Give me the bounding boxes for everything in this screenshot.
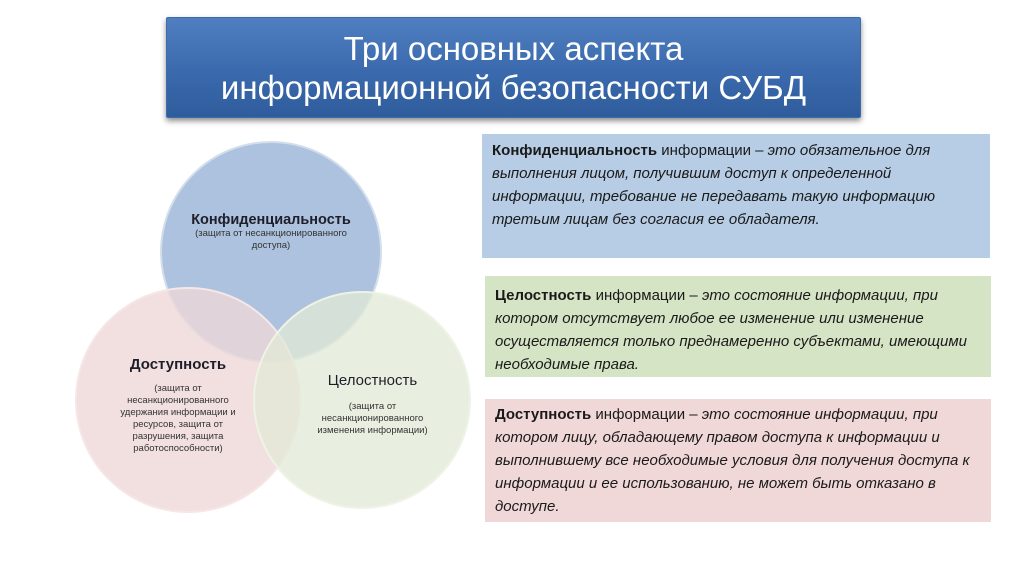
definition-integrity-term: Целостность bbox=[495, 287, 592, 304]
confidentiality-note-2: доступа) bbox=[251, 240, 291, 251]
definition-integrity bbox=[485, 276, 991, 377]
availability-note-2: несанкционированного bbox=[127, 395, 229, 406]
availability-note-5: разрушения, защита bbox=[132, 431, 224, 442]
definition-confidentiality bbox=[482, 134, 990, 258]
title-line-2: информационной безопасности СУБД bbox=[220, 68, 807, 106]
definition-confidentiality-text: это обязательное для выполнения лицом, получившим доступ к определенной информации, требование не передавать такую информацию третьим лицам без согласия ее обладателя. bbox=[492, 142, 936, 228]
availability-name: Доступность bbox=[129, 356, 227, 373]
definition-availability-text: это состояние информации, при котором лицу, обладающему правом доступа к информации и выполнившему все необходимые условия для получения доступа к информации и ее использованию, не может быть отказано в доступе. bbox=[495, 406, 970, 515]
availability-label bbox=[98, 356, 258, 455]
availability-note-6: работоспособности) bbox=[133, 443, 223, 454]
integrity-note-1: (защита от bbox=[348, 401, 397, 412]
definition-integrity-plain: информации – bbox=[591, 287, 702, 304]
confidentiality-name: Конфиденциальность bbox=[191, 212, 351, 228]
definition-availability-plain: информации – bbox=[591, 406, 702, 423]
definition-availability-term: Доступность bbox=[495, 406, 592, 423]
definition-confidentiality-plain: информации – bbox=[657, 142, 768, 159]
integrity-label bbox=[305, 372, 440, 437]
integrity-note-3: изменения информации) bbox=[317, 425, 428, 436]
confidentiality-label bbox=[171, 212, 371, 252]
availability-note-4: ресурсов, защита от bbox=[132, 419, 224, 430]
availability-note-1: (защита от bbox=[154, 383, 202, 394]
definition-integrity-text: это состояние информации, при котором отсутствует любое ее изменение или изменение осуществляется только преднамеренно субъектами, имеющими необходимые права. bbox=[495, 287, 967, 373]
integrity-note-2: несанкционированного bbox=[321, 413, 424, 424]
title-line-1: Три основных аспекта bbox=[343, 29, 684, 67]
definition-availability bbox=[485, 399, 991, 522]
confidentiality-note-1: (защита от несанкционированного bbox=[195, 228, 347, 239]
availability-note-3: удержания информации и bbox=[120, 407, 236, 418]
integrity-name: Целостность bbox=[327, 372, 418, 389]
definition-confidentiality-term: Конфиденциальность bbox=[492, 142, 658, 159]
